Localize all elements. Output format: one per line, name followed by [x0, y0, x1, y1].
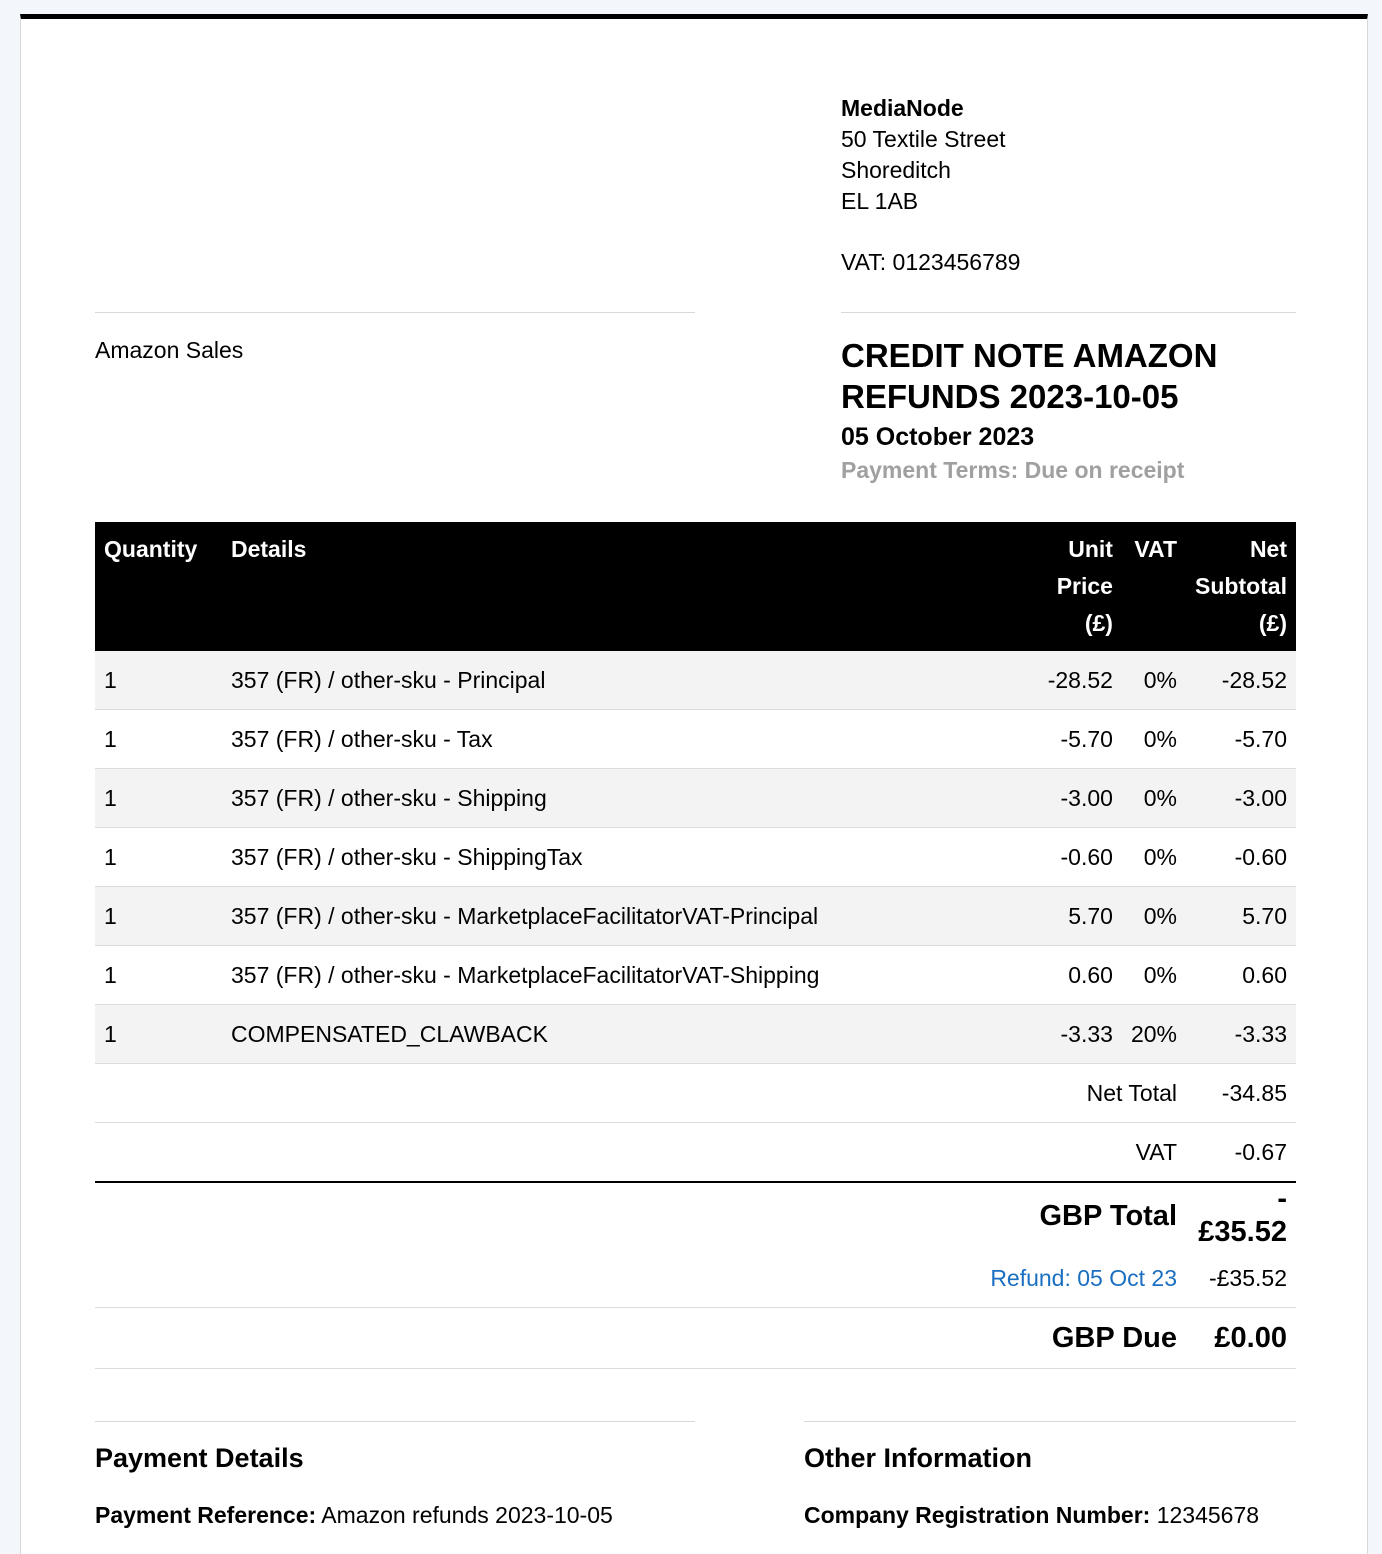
cell-unit-price: -28.52 — [1012, 651, 1122, 710]
payment-terms: Payment Terms: Due on receipt — [841, 457, 1185, 483]
gbp-total-value: -£35.52 — [1186, 1182, 1296, 1249]
cell-unit-price: -3.33 — [1012, 1005, 1122, 1064]
vat-total-label: VAT — [95, 1123, 1186, 1183]
seller-address-line: Shoreditch — [841, 157, 951, 183]
customer-name: Amazon Sales — [95, 337, 244, 363]
header-details: Details — [222, 522, 1012, 651]
vat-total-row — [95, 1123, 1296, 1183]
cell-quantity: 1 — [95, 710, 222, 769]
payment-details-title: Payment Details — [95, 1443, 304, 1473]
cell-quantity: 1 — [95, 1005, 222, 1064]
gbp-due-row — [95, 1308, 1296, 1369]
net-total-value: -34.85 — [1186, 1064, 1296, 1123]
table-header-row — [95, 522, 1296, 651]
header-net-subtotal-line: Subtotal — [1195, 573, 1287, 599]
seller-address-line: EL 1AB — [841, 188, 919, 214]
header-net-subtotal-line: Net — [1249, 536, 1287, 562]
cell-details: 357 (FR) / other-sku - Shipping — [222, 769, 1012, 828]
cell-details: 357 (FR) / other-sku - MarketplaceFacilitatorVAT-Principal — [222, 887, 1012, 946]
net-total-label: Net Total — [95, 1064, 1186, 1123]
cell-quantity: 1 — [95, 769, 222, 828]
seller-address — [841, 93, 1020, 278]
header-net-subtotal — [1186, 522, 1296, 651]
cell-unit-price: 5.70 — [1012, 887, 1122, 946]
gbp-due-label: GBP Due — [95, 1308, 1186, 1369]
payment-reference-value: Amazon refunds 2023-10-05 — [321, 1502, 613, 1528]
divider — [804, 1421, 1296, 1422]
cell-net-subtotal: 0.60 — [1186, 946, 1296, 1005]
cell-vat: 0% — [1122, 828, 1186, 887]
net-total-row — [95, 1064, 1296, 1123]
refund-value: -£35.52 — [1186, 1249, 1296, 1308]
gbp-total-label: GBP Total — [95, 1182, 1186, 1249]
cell-vat: 0% — [1122, 710, 1186, 769]
cell-vat: 0% — [1122, 887, 1186, 946]
table-row — [95, 710, 1296, 769]
cell-quantity: 1 — [95, 887, 222, 946]
company-registration-value: 12345678 — [1156, 1502, 1260, 1528]
cell-details: 357 (FR) / other-sku - Principal — [222, 651, 1012, 710]
other-information-section — [804, 1443, 1259, 1529]
vat-total-value: -0.67 — [1186, 1123, 1296, 1183]
cell-vat: 20% — [1122, 1005, 1186, 1064]
cell-net-subtotal: -5.70 — [1186, 710, 1296, 769]
seller-vat-number: VAT: 0123456789 — [841, 249, 1021, 275]
cell-unit-price: -3.00 — [1012, 769, 1122, 828]
cell-vat: 0% — [1122, 946, 1186, 1005]
payment-reference-label: Payment Reference: — [95, 1502, 317, 1528]
table-row — [95, 946, 1296, 1005]
header-vat: VAT — [1122, 522, 1186, 651]
company-registration — [804, 1502, 1259, 1529]
payment-details-section — [95, 1443, 613, 1529]
line-items-table — [95, 522, 1296, 1369]
company-registration-label: Company Registration Number: — [804, 1502, 1151, 1528]
header-unit-price-line: (£) — [1084, 610, 1113, 636]
cell-net-subtotal: -3.00 — [1186, 769, 1296, 828]
other-information-title: Other Information — [804, 1443, 1032, 1473]
table-row — [95, 769, 1296, 828]
document-date: 05 October 2023 — [841, 423, 1035, 451]
cell-quantity: 1 — [95, 651, 222, 710]
seller-name: MediaNode — [841, 95, 964, 121]
header-unit-price-line: Unit — [1068, 536, 1113, 562]
header-net-subtotal-line: (£) — [1258, 610, 1287, 636]
cell-details: 357 (FR) / other-sku - MarketplaceFacilitatorVAT-Shipping — [222, 946, 1012, 1005]
cell-net-subtotal: -28.52 — [1186, 651, 1296, 710]
table-row — [95, 887, 1296, 946]
cell-details: 357 (FR) / other-sku - ShippingTax — [222, 828, 1012, 887]
table-row — [95, 828, 1296, 887]
gbp-total-row — [95, 1182, 1296, 1249]
header-unit-price-line: Price — [1056, 573, 1113, 599]
seller-address-line: 50 Textile Street — [841, 126, 1006, 152]
divider — [95, 1421, 695, 1422]
document-title: CREDIT NOTE AMAZON REFUNDS 2023-10-05 — [841, 337, 1218, 415]
gbp-due-value: £0.00 — [1186, 1308, 1296, 1369]
cell-quantity: 1 — [95, 946, 222, 1005]
cell-net-subtotal: -0.60 — [1186, 828, 1296, 887]
credit-note-page — [20, 14, 1368, 1554]
cell-net-subtotal: 5.70 — [1186, 887, 1296, 946]
divider — [95, 312, 695, 313]
table-row — [95, 1005, 1296, 1064]
divider — [841, 312, 1296, 313]
cell-quantity: 1 — [95, 828, 222, 887]
header-unit-price — [1012, 522, 1122, 651]
cell-vat: 0% — [1122, 769, 1186, 828]
cell-details: 357 (FR) / other-sku - Tax — [222, 710, 1012, 769]
cell-vat: 0% — [1122, 651, 1186, 710]
header-quantity: Quantity — [95, 522, 222, 651]
cell-unit-price: -5.70 — [1012, 710, 1122, 769]
table-row — [95, 651, 1296, 710]
refund-link[interactable]: Refund: 05 Oct 23 — [95, 1249, 1186, 1308]
cell-details: COMPENSATED_CLAWBACK — [222, 1005, 1012, 1064]
refund-row — [95, 1249, 1296, 1308]
payment-reference — [95, 1502, 613, 1529]
cell-unit-price: -0.60 — [1012, 828, 1122, 887]
cell-net-subtotal: -3.33 — [1186, 1005, 1296, 1064]
cell-unit-price: 0.60 — [1012, 946, 1122, 1005]
